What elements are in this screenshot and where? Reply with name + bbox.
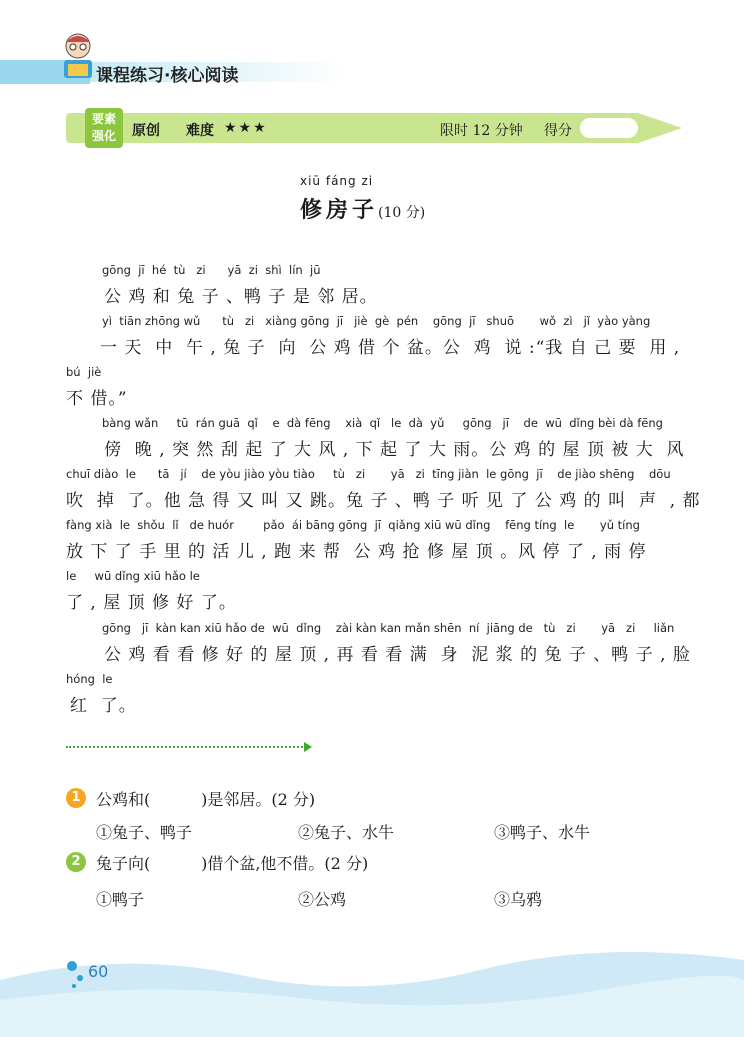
difficulty-label: 难度 [186,123,214,139]
option-choice[interactable]: ①兔子、鸭子 [96,823,193,842]
passage-pinyin: yì tiān zhōng wǔ tù zi xiàng gōng jī jiè gè pén gōng jī shuō wǒ zì jǐ yào yàng [102,314,651,328]
passage-line: 红 了。 [70,696,137,716]
option-choice[interactable]: ②兔子、水牛 [298,823,395,842]
difficulty-stars: ★★★ [224,120,268,136]
passage-line: 傍 晚 , 突 然 刮 起 了 大 风 , 下 起 了 大 雨。公 鸡 的 屋 顶 被 大 风 [104,440,685,460]
divider-arrow-icon [304,742,312,752]
passage-pinyin: bú jiè [66,365,102,379]
header-title: 课程练习·核心阅读 [96,66,239,86]
question-number-badge: 2 [66,852,86,872]
passage-pinyin: fàng xià le shǒu lǐ de huór pǎo ái bāng gōng jī qiǎng xiū wū dǐng fēng tíng le yǔ tíng [66,518,640,532]
passage-line: 不 借。” [66,389,128,409]
score-label: 得分 [544,123,572,139]
passage-line: 了 , 屋 顶 修 好 了。 [66,593,237,613]
question-text: 兔子向( )借个盆,他不借。(2 分) [96,854,369,873]
mascot-reading-icon [58,30,98,82]
question-text: 公鸡和( )是邻居。(2 分) [96,790,316,809]
passage-line: 公 鸡 和 兔 子 、鸭 子 是 邻 居。 [104,287,378,307]
story-title-text: 修房子 [300,197,379,223]
option-choice[interactable]: ③乌鸦 [494,890,543,909]
option-choice[interactable]: ③鸭子、水牛 [494,823,591,842]
story-title-score: (10 分) [378,205,426,221]
option-choice[interactable]: ①鸭子 [96,890,145,909]
dotted-divider [66,746,306,748]
badge-line-2: 强化 [91,129,116,143]
title-pinyin: xiū fáng zi [300,174,374,188]
banner-type: 原创 [132,123,160,139]
passage-pinyin: hóng le [66,672,113,686]
time-limit: 限时 12 分钟 [440,123,523,139]
passage-line: 放 下 了 手 里 的 活 儿 , 跑 来 帮 公 鸡 抢 修 屋 顶 。风 停 了 , 雨 停 [66,542,647,562]
badge-line-1: 要素 [91,112,116,126]
question-number-badge: 1 [66,788,86,808]
passage-pinyin: le wū dǐng xiū hǎo le [66,569,200,583]
option-choice[interactable]: ②公鸡 [298,890,347,909]
passage-pinyin: chuī diào le tā jí de yòu jiào yòu tiào tù zi yā zi tīng jiàn le gōng jī de jiào shēng dōu [66,467,671,481]
passage-line: 吹 掉 了。他 急 得 又 叫 又 跳。兔 子 、鸭 子 听 见 了 公 鸡 的 叫 声 , 都 [66,491,701,511]
footer-wave-decoration [0,940,744,1037]
section-badge [85,108,123,148]
score-field[interactable] [580,118,638,138]
passage-line: 一 天 中 午 , 兔 子 向 公 鸡 借 个 盆。公 鸡 说 :“我 自 己 要 用 , [100,338,681,358]
page-number: 60 [88,962,109,981]
story-title [300,193,425,224]
passage-pinyin: gōng jī kàn kan xiū hǎo de wū dǐng zài kàn kan mǎn shēn ní jiāng de tù zi yā zi liǎn [102,621,675,635]
banner-arrow-icon [638,113,682,143]
passage-line: 公 鸡 看 看 修 好 的 屋 顶 , 再 看 看 满 身 泥 浆 的 兔 子 、鸭 子 , 脸 [104,645,691,665]
passage-pinyin: gōng jī hé tù zi yā zi shì lín jū [102,263,321,277]
passage-pinyin: bàng wǎn tū rán guā qǐ e dà fēng xià qǐ le dà yǔ gōng jī de wū dǐng bèi dà fēng [102,416,663,430]
